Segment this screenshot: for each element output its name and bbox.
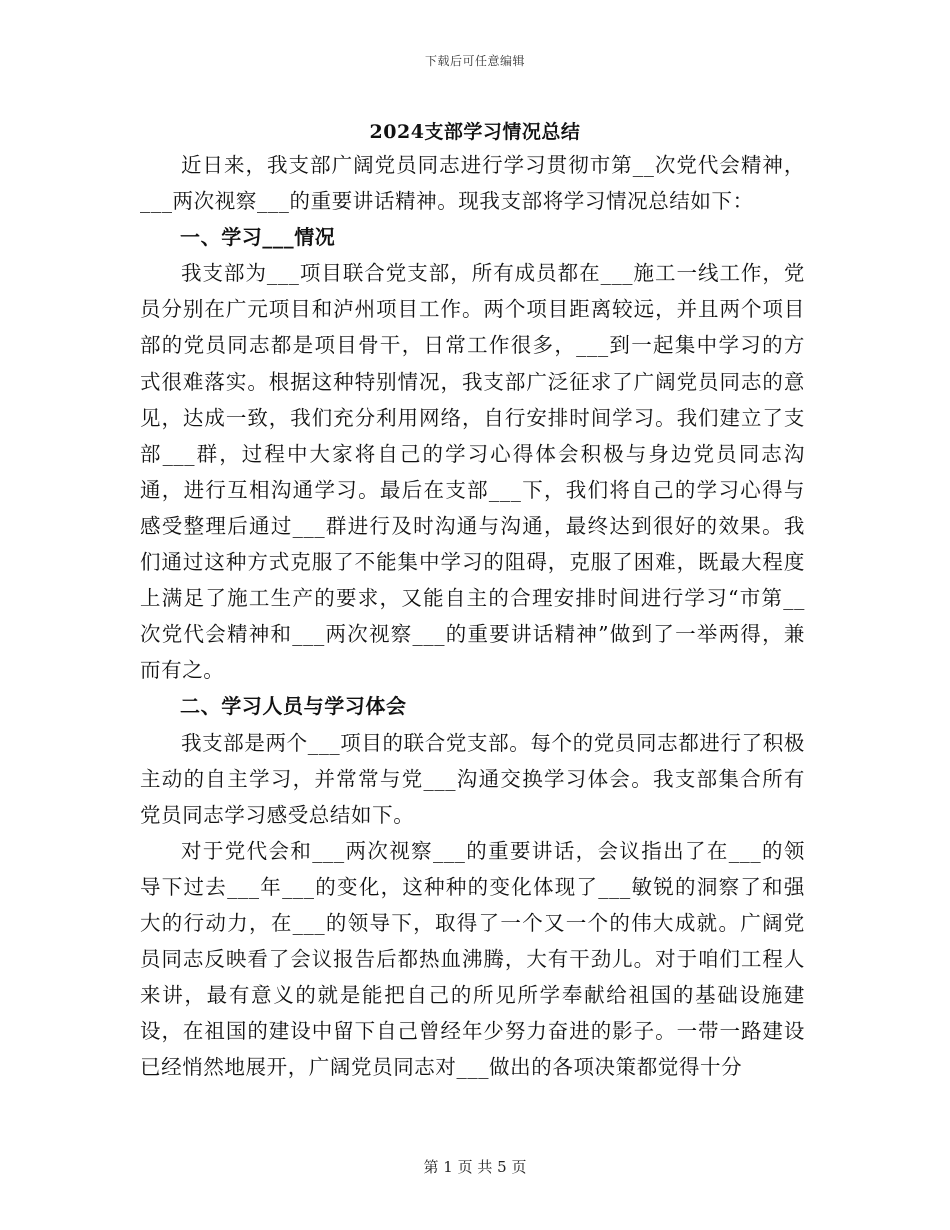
page-number: 第 1 页 共 5 页 xyxy=(423,1158,527,1176)
document-title: 2024支部学习情况总结 xyxy=(369,121,581,143)
page-header: 下载后可任意编辑 xyxy=(424,54,525,68)
intro-paragraph: 近日来，我支部广阔党员同志进行学习贯彻市第__次党代会精神，___两次视察___的重要讲话精神。现我支部将学习情况总结如下： xyxy=(140,153,805,214)
section-2-heading: 二、学习人员与学习体会 xyxy=(180,694,407,719)
section-1-heading: 一、学习___情况 xyxy=(180,225,336,250)
section-2-paragraph-2: 对于党代会和___两次视察___的重要讲话，会议指出了在___的领导下过去___年___的变化，这种种的变化体现了___敏锐的洞察了和强大的行动力，在___的领导下，取得了一个又一个的伟大成就。广阔党员同志反映看了会议报告后都热血沸腾，大有干劲儿。对于咱们工程人来讲，最有意义的就是能把自己的所见所学奉献给祖国的基础设施建设，在祖国的建设中留下自己曾经年少努力奋进的影子。一带一路建设已经悄然地展开，广阔党员同志对___做出的各项决策都觉得十分 xyxy=(140,838,805,1080)
document-body xyxy=(140,147,805,1085)
section-2-paragraph-1: 我支部是两个___项目的联合党支部。每个的党员同志都进行了积极主动的自主学习，并常常与党___沟通交换学习体会。我支部集合所有党员同志学习感受总结如下。 xyxy=(140,730,805,827)
section-1-paragraph: 我支部为___项目联合党支部，所有成员都在___施工一线工作，党员分别在广元项目和泸州项目工作。两个项目距离较远，并且两个项目部的党员同志都是项目骨干，日常工作很多，___到一起集中学习的方式很难落实。根据这种特别情况，我支部广泛征求了广阔党员同志的意见，达成一致，我们充分利用网络，自行安排时间学习。我们建立了支部___群，过程中大家将自己的学习心得体会积极与身边党员同志沟通，进行互相沟通学习。最后在支部___下，我们将自己的学习心得与感受整理后通过___群进行及时沟通与沟通，最终达到很好的效果。我们通过这种方式克服了不能集中学习的阻碍，克服了困难，既最大程度上满足了施工生产的要求，又能自主的合理安排时间进行学习“市第__次党代会精神和___两次视察___的重要讲话精神”做到了一举两得，兼而有之。 xyxy=(140,261,805,683)
